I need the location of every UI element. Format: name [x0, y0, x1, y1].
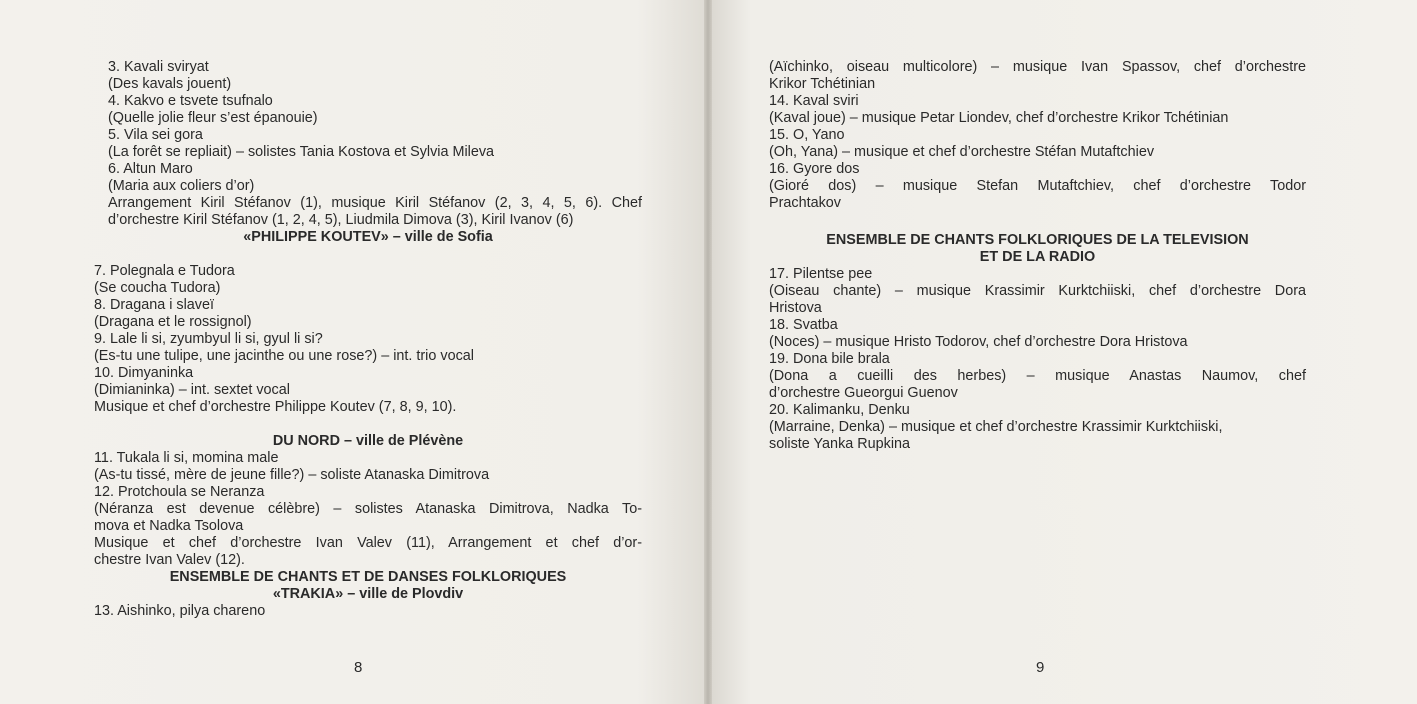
- text-line: 3. Kavali sviryat: [108, 59, 209, 75]
- text-line: 18. Svatba: [769, 317, 838, 333]
- text-line: Arrangement Kiril Stéfanov (1), musique Kiril Stéfanov (2, 3, 4, 5, 6). Chef: [108, 195, 642, 211]
- left-text-column: [94, 59, 642, 620]
- text-line: (Noces) – musique Hristo Todorov, chef d’orchestre Dora Hristova: [769, 334, 1188, 350]
- text-line: (Dimianinka) – int. sextet vocal: [94, 382, 290, 398]
- text-line: Musique et chef d’orchestre Philippe Koutev (7, 8, 9, 10).: [94, 399, 457, 415]
- text-line: 20. Kalimanku, Denku: [769, 402, 910, 418]
- text-line: (Des kavals jouent): [108, 76, 232, 92]
- section-heading: «PHILIPPE KOUTEV» – ville de Sofia: [243, 229, 493, 245]
- text-line: 6. Altun Maro: [108, 161, 193, 177]
- text-line: 15. O, Yano: [769, 127, 845, 143]
- text-line: 10. Dimyaninka: [94, 365, 194, 381]
- text-line: 11. Tukala li si, momina male: [94, 450, 279, 466]
- text-line: (As-tu tissé, mère de jeune fille?) – soliste Atanaska Dimitrova: [94, 467, 490, 483]
- text-line: 12. Protchoula se Neranza: [94, 484, 265, 500]
- text-line: (Se coucha Tudora): [94, 280, 221, 296]
- text-line: (Dragana et le rossignol): [94, 314, 252, 330]
- text-line: d’orchestre Gueorgui Guenov: [769, 385, 958, 401]
- text-line: Krikor Tchétinian: [769, 76, 876, 92]
- text-line: mova et Nadka Tsolova: [94, 518, 244, 534]
- section-heading: «TRAKIA» – ville de Plovdiv: [272, 586, 464, 602]
- text-line: 7. Polegnala e Tudora: [94, 263, 235, 279]
- text-line: (Kaval joue) – musique Petar Liondev, chef d’orchestre Krikor Tchétinian: [769, 110, 1229, 126]
- text-line: (Quelle jolie fleur s’est épanouie): [108, 110, 318, 126]
- text-line: (Oiseau chante) – musique Krassimir Kurktchiiski, chef d’orchestre Dora: [769, 283, 1306, 299]
- text-line: Prachtakov: [769, 195, 841, 211]
- text-line: (Oh, Yana) – musique et chef d’orchestre Stéfan Mutaftchiev: [769, 144, 1155, 160]
- text-line: 4. Kakvo e tsvete tsufnalo: [108, 93, 273, 109]
- right-text-column: [769, 59, 1306, 453]
- text-line: 17. Pilentse pee: [769, 266, 873, 282]
- text-line: (Es-tu une tulipe, une jacinthe ou une rose?) – int. trio vocal: [94, 348, 474, 364]
- book-spine: [704, 0, 712, 704]
- text-line: soliste Yanka Rupkina: [769, 436, 911, 452]
- text-line: (La forêt se repliait) – solistes Tania Kostova et Sylvia Mileva: [108, 144, 495, 160]
- page-number: 9: [1036, 659, 1045, 676]
- text-line: chestre Ivan Valev (12).: [94, 552, 245, 568]
- section-heading: ENSEMBLE DE CHANTS ET DE DANSES FOLKLORIQUES: [169, 569, 567, 585]
- text-line: 16. Gyore dos: [769, 161, 860, 177]
- text-line: d’orchestre Kiril Stéfanov (1, 2, 4, 5), Liudmila Dimova (3), Kiril Ivanov (6): [108, 212, 574, 228]
- text-line: (Gioré dos) – musique Stefan Mutaftchiev, chef d’orchestre Todor: [769, 178, 1306, 194]
- text-line: (Maria aux coliers d’or): [108, 178, 255, 194]
- text-line: (Dona a cueilli des herbes) – musique Anastas Naumov, chef: [769, 368, 1306, 384]
- section-heading: ET DE LA RADIO: [979, 249, 1096, 265]
- text-line: (Néranza est devenue célèbre) – solistes Atanaska Dimitrova, Nadka To-: [94, 501, 642, 517]
- text-line: (Aïchinko, oiseau multicolore) – musique Ivan Spassov, chef d’orchestre: [769, 59, 1306, 75]
- section-heading: DU NORD – ville de Plévène: [272, 433, 464, 449]
- text-line: 5. Vila sei gora: [108, 127, 203, 143]
- text-line: 13. Aishinko, pilya chareno: [94, 603, 266, 619]
- text-line: Hristova: [769, 300, 822, 316]
- text-line: 9. Lale li si, zyumbyul li si, gyul li si?: [94, 331, 323, 347]
- text-line: 8. Dragana i slaveï: [94, 297, 214, 313]
- section-heading: ENSEMBLE DE CHANTS FOLKLORIQUES DE LA TELEVISION: [826, 232, 1249, 248]
- text-line: 19. Dona bile brala: [769, 351, 890, 367]
- page-number: 8: [354, 659, 363, 676]
- text-line: 14. Kaval sviri: [769, 93, 859, 109]
- text-line: (Marraine, Denka) – musique et chef d’orchestre Krassimir Kurktchiiski,: [769, 419, 1223, 435]
- text-line: Musique et chef d’orchestre Ivan Valev (11), Arrangement et chef d’or-: [94, 535, 642, 551]
